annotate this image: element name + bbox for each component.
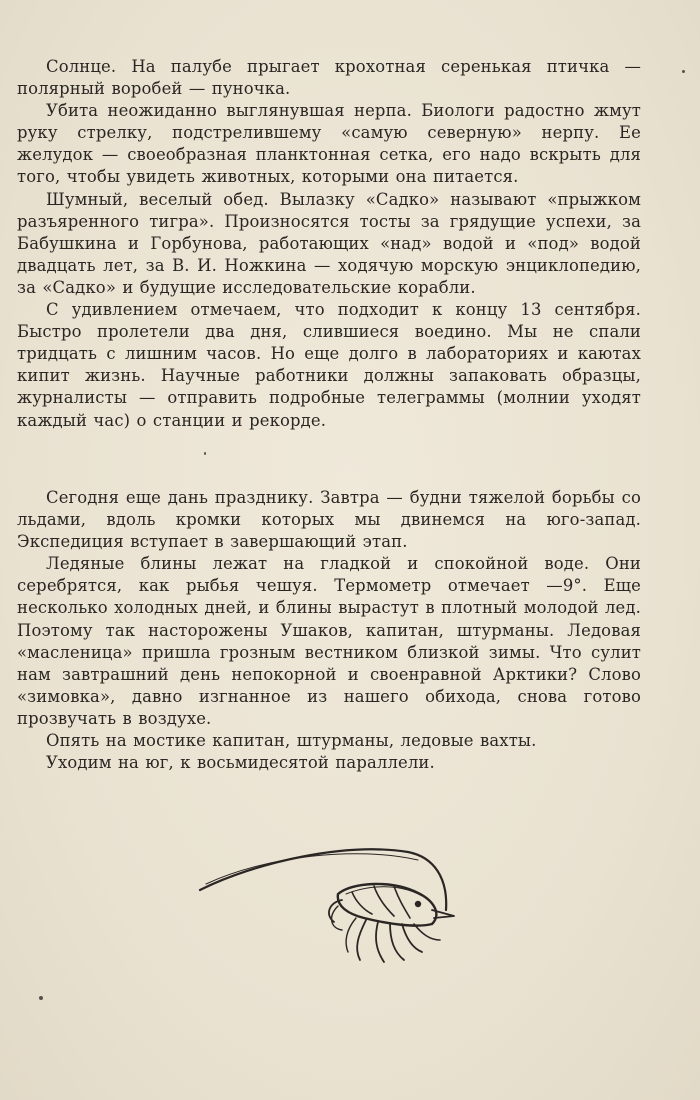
paragraph-pancake-ice: Ледяные блины лежат на гладкой и спокойной воде. Они серебрятся, как рыбья чешуя. Термометр отмечает —9°. Еще несколько холодных дней, и блины вырастут в плотный молодой лед. Поэтому так насторожены Ушаков, капитан, штурманы. Ледовая «масленица» пришла грозным вестником близкой зимы. Что сулит нам завтрашний день непокорной и своенравной Арктики? Слово «зимовка», давно изгнанное из нашего обихода, снова готово прозвучать в воздухе. <box>17 554 641 728</box>
paragraph-september-13: С удивлением отмечаем, что подходит к концу 13 сентября. Быстро пролетели два дня, слившиеся воедино. Мы не спали тридцать с лишним часов. Но еще долго в лабораториях и каютах кипит жизнь. Научные работники должны запаковать образцы, журналисты — отправить подробные телеграммы (молнии уходят каждый час) о станции и рекорде. <box>17 300 641 430</box>
paragraph-south: Уходим на юг, к восьмидесятой параллели. <box>46 753 435 773</box>
text-section-top <box>17 56 641 432</box>
paragraph-bridge: Опять на мостике капитан, штурманы, ледовые вахты. <box>46 731 537 751</box>
print-speck <box>204 452 206 455</box>
shrimp-illustration-icon <box>196 844 460 970</box>
print-speck <box>39 996 43 1000</box>
paragraph-dinner: Шумный, веселый обед. Вылазку «Садко» называют «прыжком разъяренного тигра». Произносятся тосты за грядущие успехи, за Бабушкина и Горбунова, работающих «над» водой и «под» водой двадцать лет, за В. И. Ножкина — ходячую морскую энциклопедию, за «Садко» и будущие исследовательские корабли. <box>17 189 641 297</box>
paragraph-snow-bunting: Солнце. На палубе прыгает крохотная серенькая птичка — полярный воробей — пуночка. <box>17 57 641 99</box>
paragraph-holiday: Сегодня еще дань празднику. Завтра — будни тяжелой борьбы со льдами, вдоль кромки которых мы двинемся на юго-запад. Экспедиция вступает в завершающий этап. <box>17 488 641 552</box>
paragraph-seal: Убита неожиданно выглянувшая нерпа. Биологи радостно жмут руку стрелку, подстрелившему «самую северную» нерпу. Ее желудок — своеобразная планктонная сетка, его надо вскрыть для того, чтобы увидеть животных, которыми она питается. <box>17 101 641 187</box>
text-section-bottom <box>17 487 641 774</box>
print-speck <box>682 70 685 73</box>
